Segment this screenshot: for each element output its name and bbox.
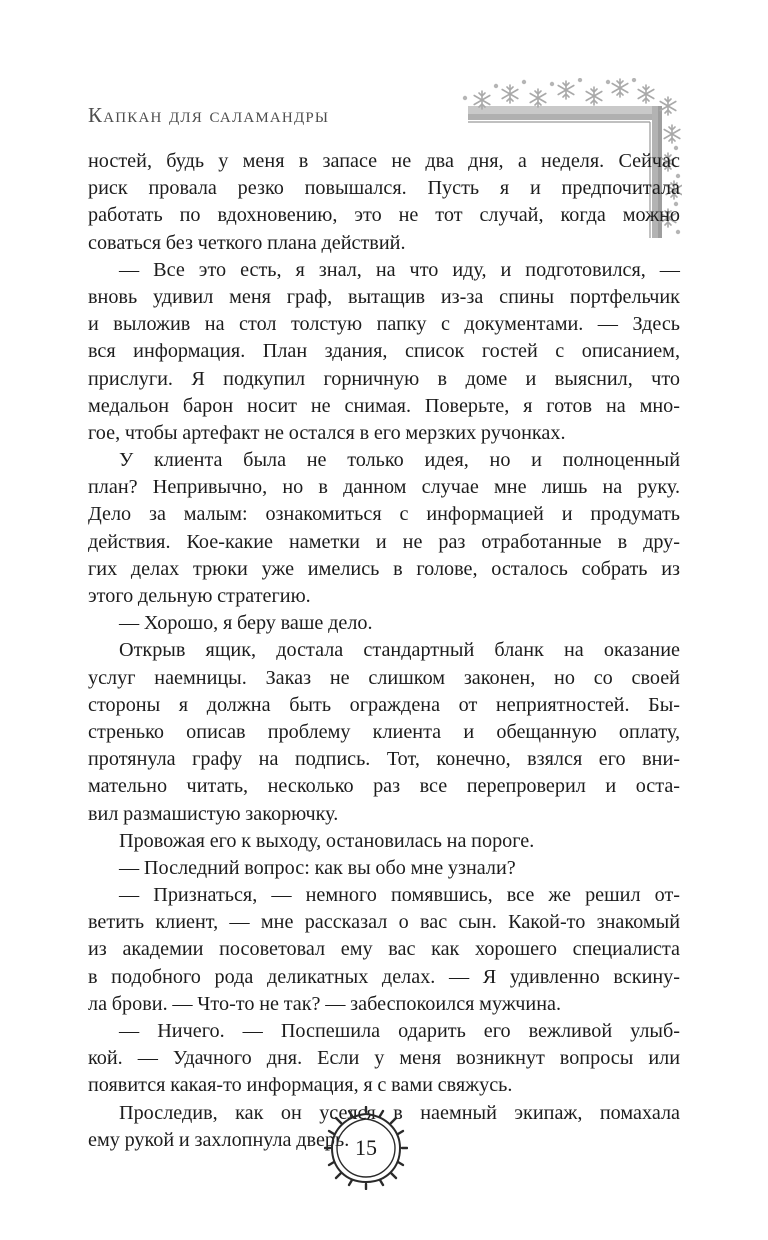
text-line: Проследив, как он уселся в наемный экипаж, помахала xyxy=(119,1101,680,1124)
text-line: ла брови. — Что-то не так? — забеспокоился мужчина. xyxy=(88,992,562,1015)
text-line: — Признаться, — немного помявшись, все же решил от- xyxy=(119,884,680,907)
text-line: протянула графу на подпись. Тот, конечно, взялся его вни- xyxy=(88,748,680,771)
text-line: вил размашистую закорючку. xyxy=(88,802,339,825)
text-line: медальон барон носит не снимая. Поверьте, я готов на мно- xyxy=(88,394,680,417)
text-line: этого дельную стратегию. xyxy=(88,585,311,607)
text-line: гих делах трюки уже имелись в голове, осталось собрать из xyxy=(88,557,680,580)
page-number: 15 xyxy=(355,1135,377,1160)
page-number-ornament xyxy=(324,1106,408,1190)
text-line: У клиента была не только идея, но и полноценный xyxy=(119,449,680,472)
text-line: стороны я должна быть ограждена от неприятностей. Бы- xyxy=(88,693,680,716)
text-line: план? Непривычно, но в данном случае мне лишь на руку. xyxy=(88,476,680,499)
text-line: вся информация. План здания, список гостей с описанием, xyxy=(88,340,680,363)
text-line: — Хорошо, я беру ваше дело. xyxy=(119,612,373,635)
text-line: гое, чтобы артефакт не остался в его мерзких ручонках. xyxy=(88,421,566,444)
text-line: — Последний вопрос: как вы обо мне узнали? xyxy=(119,856,516,879)
text-line: прислуги. Я подкупил горничную в доме и выяснил, что xyxy=(88,367,680,390)
text-line: — Все это есть, я знал, на что иду, и подготовился, — xyxy=(119,258,680,281)
running-title: Капкан для саламандры xyxy=(88,103,330,127)
text-line: ветить клиент, — мне рассказал о вас сын. Какой-то знакомый xyxy=(88,911,680,934)
text-line: из академии посоветовал ему вас как хорошего специалиста xyxy=(88,938,680,961)
text-line: и выложив на стол толстую папку с документами. — Здесь xyxy=(88,313,680,336)
text-line: услуг наемницы. Заказ не слишком законен, но со своей xyxy=(88,666,680,689)
text-line: стренько описав проблему клиента и обещанную оплату, xyxy=(88,720,680,743)
text-line: мательно читать, несколько раз все перепроверил и оста- xyxy=(88,775,680,798)
text-line: — Ничего. — Поспешила одарить его вежливой улыб- xyxy=(119,1020,680,1042)
text-line: соваться без четкого плана действий. xyxy=(88,231,406,254)
text-line: риск провала резко повышался. Пусть я и предпочитала xyxy=(88,177,680,200)
text-line: действия. Кое-какие наметки и не раз отработанные в дру- xyxy=(88,530,680,553)
text-line: Провожая его к выходу, остановилась на пороге. xyxy=(119,829,535,852)
body-text xyxy=(88,148,680,1154)
text-line: Дело за малым: ознакомиться с информацией и продумать xyxy=(88,503,680,526)
text-line: ностей, будь у меня в запасе не два дня, а неделя. Сейчас xyxy=(88,150,680,172)
text-line: кой. — Удачного дня. Если у меня возникнут вопросы или xyxy=(88,1047,680,1070)
text-line: появится какая-то информация, я с вами свяжусь. xyxy=(88,1074,513,1097)
text-line: вновь удивил меня граф, вытащив из-за спины портфельчик xyxy=(88,285,680,308)
text-line: работать по вдохновению, это не тот случай, когда можно xyxy=(88,204,680,227)
text-line: ему рукой и захлопнула дверь. xyxy=(88,1128,350,1151)
text-line: в подобного рода деликатных делах. — Я удивленно вскину- xyxy=(88,965,680,988)
text-line: Открыв ящик, достала стандартный бланк на оказание xyxy=(119,639,680,662)
